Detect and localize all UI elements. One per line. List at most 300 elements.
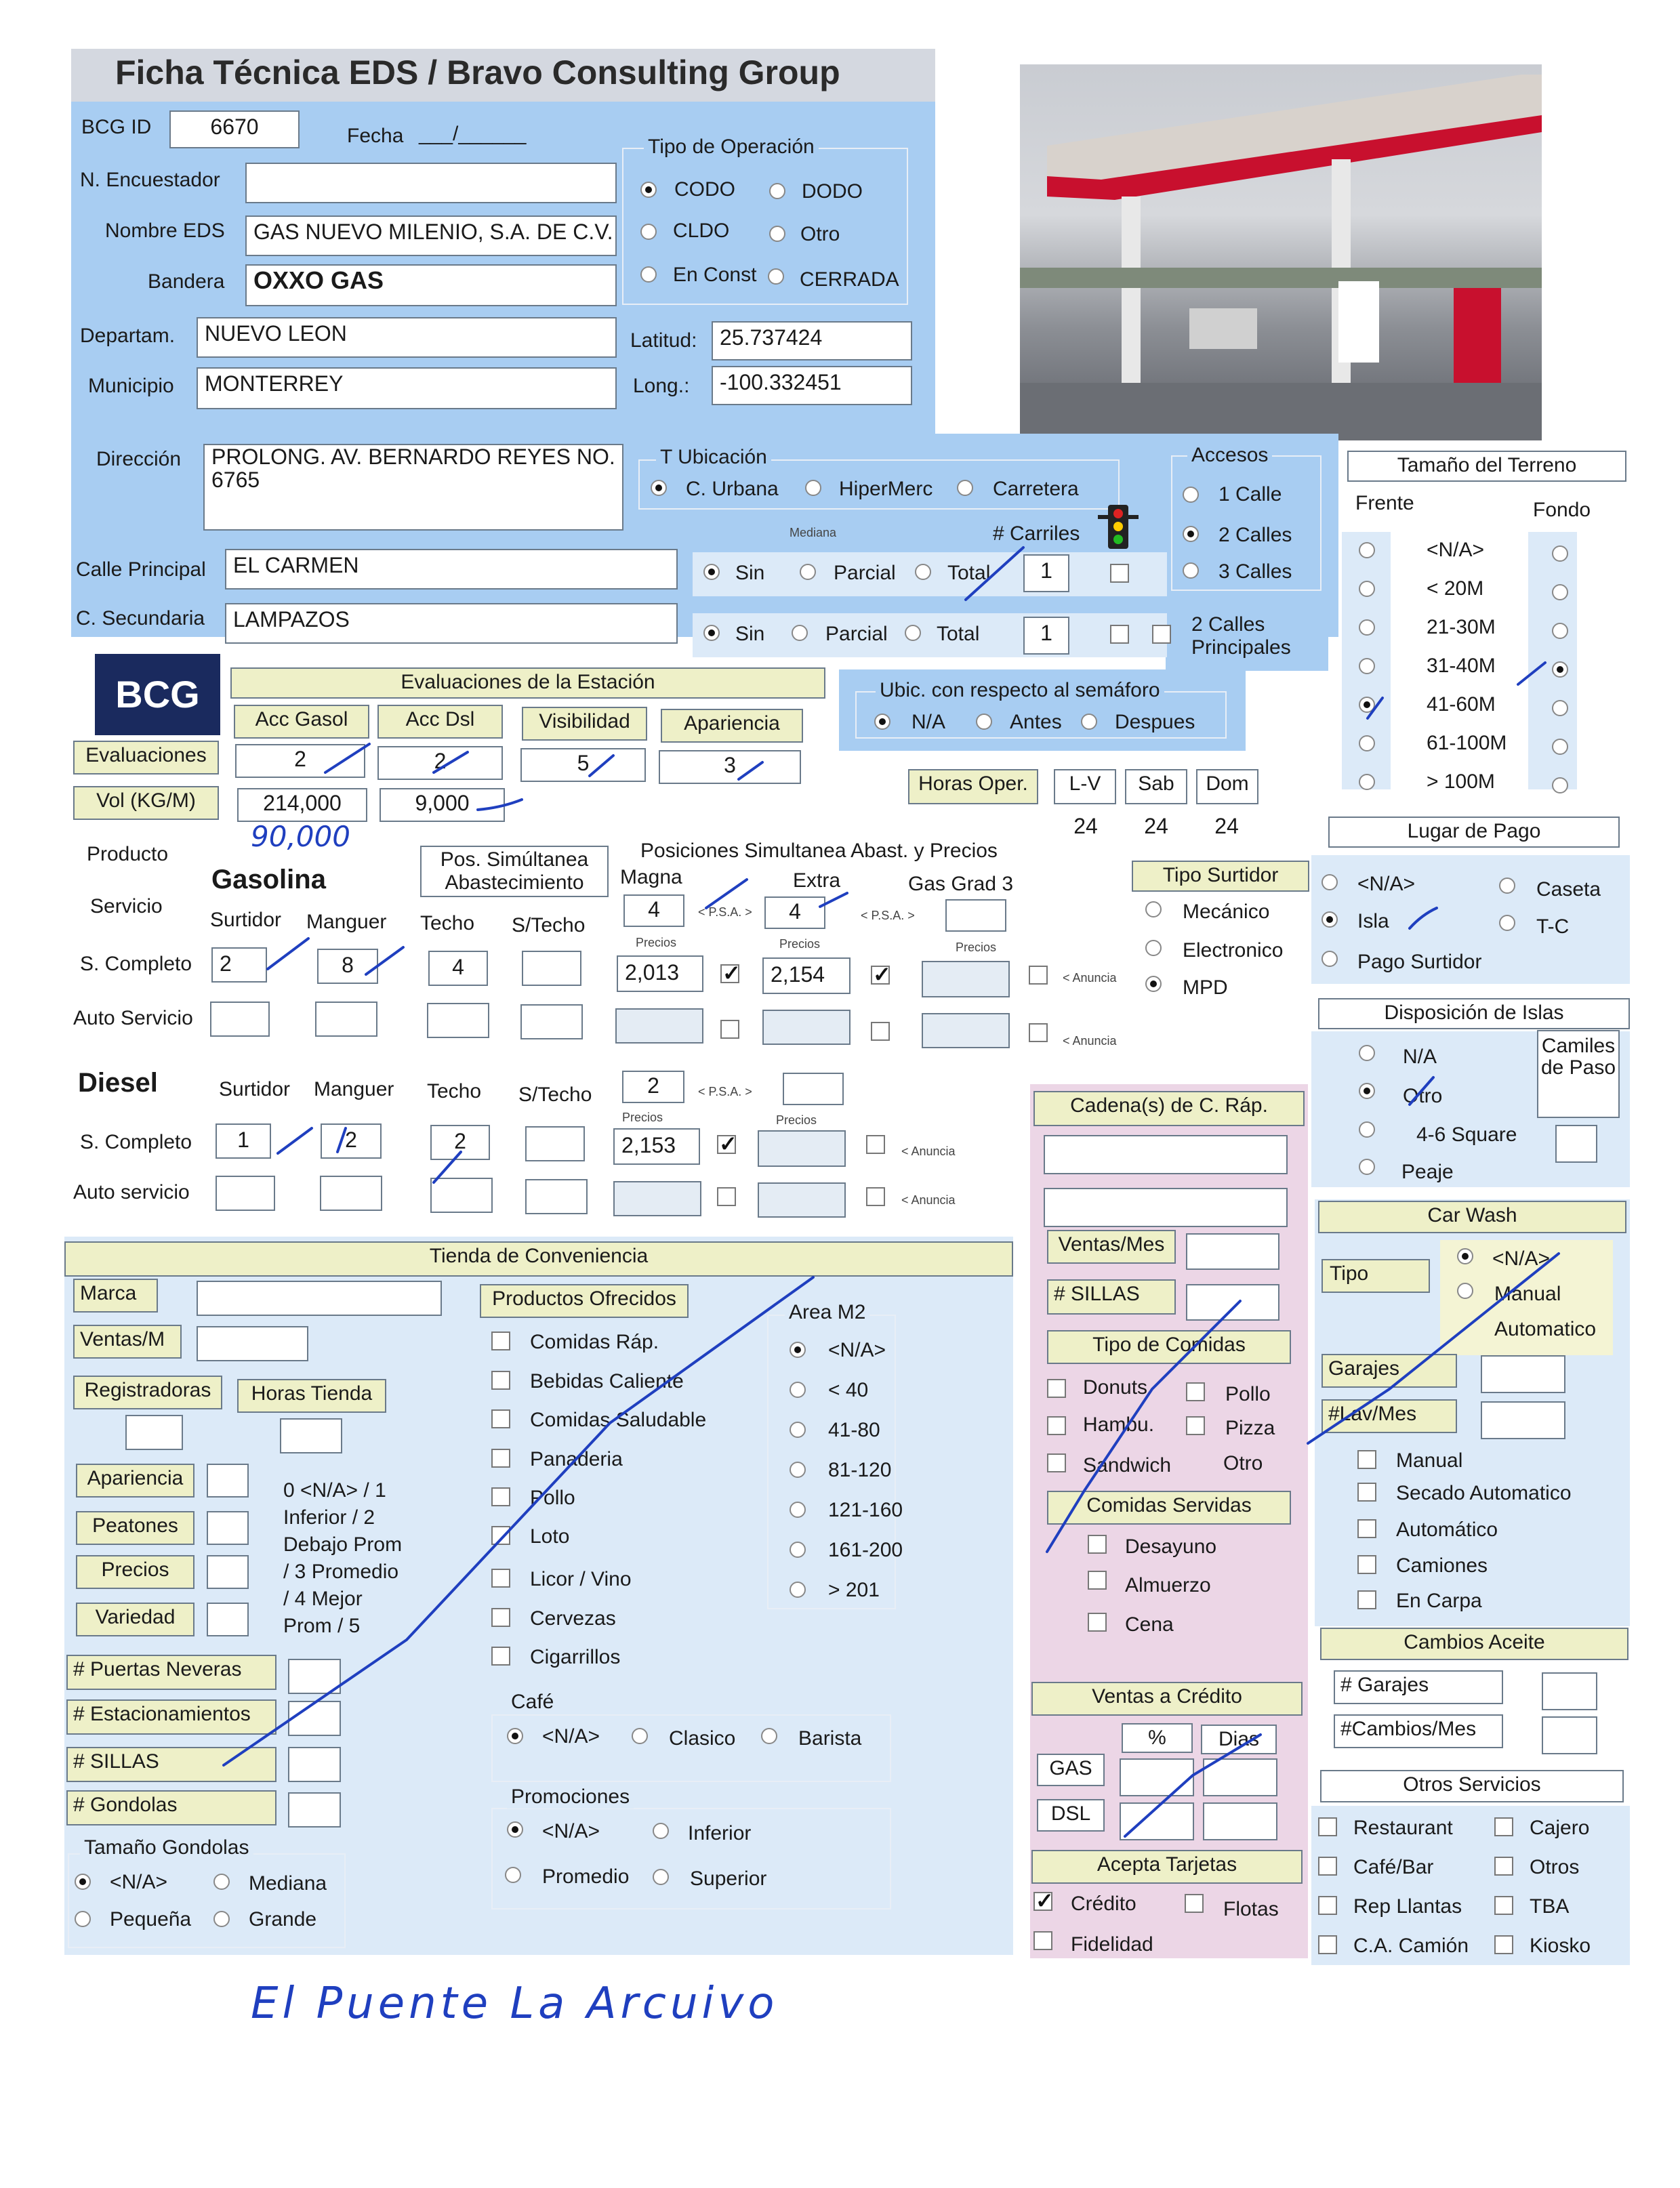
servicio-label: Servicio xyxy=(90,895,163,917)
variedad-field[interactable] xyxy=(207,1603,249,1636)
cena-check[interactable] xyxy=(1088,1613,1107,1632)
eval-visibilidad[interactable]: 5 xyxy=(520,748,646,782)
producto-check-7[interactable] xyxy=(491,1608,510,1627)
tarjeta-fidelidad-check[interactable] xyxy=(1033,1931,1052,1950)
depto-label: Departam. xyxy=(80,325,176,347)
row1-sin-radio[interactable] xyxy=(703,564,720,580)
d-s-completo-label: S. Completo xyxy=(80,1131,192,1153)
estacionamientos-field[interactable] xyxy=(288,1701,341,1736)
g-auto-extra[interactable] xyxy=(762,1010,851,1045)
d-auto-techo[interactable] xyxy=(430,1178,493,1213)
cadena-field-1[interactable] xyxy=(1044,1135,1288,1174)
g-techo-field[interactable]: 4 xyxy=(428,951,488,986)
garajes-label: Garajes xyxy=(1322,1354,1457,1388)
d-auto-check[interactable] xyxy=(717,1187,736,1206)
g-auto-techo[interactable] xyxy=(427,1003,489,1038)
urbana-label: C. Urbana xyxy=(686,478,779,500)
disp-na-radio[interactable] xyxy=(1359,1045,1375,1061)
otros-check-5[interactable] xyxy=(1494,1896,1513,1915)
pago-isla-label: Isla xyxy=(1357,910,1389,932)
g-surtidor-field[interactable]: 2 xyxy=(211,947,267,983)
disp-peaje-radio[interactable] xyxy=(1359,1159,1375,1175)
camiles-paso-label xyxy=(1537,1030,1620,1118)
gasgrad-precio-field[interactable] xyxy=(922,961,1010,997)
horas-col-lv: L-V xyxy=(1054,769,1116,804)
carwash-na-label: <N/A> xyxy=(1492,1247,1551,1270)
eval-row-label: Evaluaciones xyxy=(73,741,219,775)
dodo-radio[interactable] xyxy=(769,183,785,199)
mpd-label: MPD xyxy=(1183,976,1228,999)
d-auto-manguer[interactable] xyxy=(320,1176,382,1211)
encuestador-field[interactable] xyxy=(245,163,617,203)
accesos-title: Accesos xyxy=(1187,444,1272,467)
horas-tienda-field[interactable] xyxy=(280,1418,342,1453)
d-auto-precio-2[interactable] xyxy=(758,1182,846,1218)
carwash-check-2[interactable] xyxy=(1357,1519,1376,1538)
otros-check-1[interactable] xyxy=(1494,1817,1513,1836)
producto-check-6[interactable] xyxy=(491,1569,510,1588)
area-radio-2[interactable] xyxy=(790,1422,806,1438)
depto-field[interactable]: NUEVO LEON xyxy=(197,317,617,358)
acceso-1-radio[interactable] xyxy=(1183,487,1199,503)
otros-label-3: Otros xyxy=(1530,1856,1580,1878)
aceite-garajes-label: # Garajes xyxy=(1334,1670,1503,1704)
producto-check-8[interactable] xyxy=(491,1647,510,1666)
area-radio-4[interactable] xyxy=(790,1502,806,1518)
semaforo-na-radio[interactable] xyxy=(874,714,890,730)
cadena-sillas-field[interactable] xyxy=(1186,1284,1279,1321)
semaforo-na-label: N/A xyxy=(911,711,946,733)
magna-head: Magna xyxy=(620,866,682,888)
tarjeta-flotas-label: Flotas xyxy=(1223,1898,1279,1920)
otros-label-5: TBA xyxy=(1530,1895,1570,1918)
d-anuncia-check-2[interactable] xyxy=(866,1135,885,1154)
cafe-clasico-radio[interactable] xyxy=(632,1728,648,1744)
pago-tc-radio[interactable] xyxy=(1499,915,1515,931)
producto-label-7: Cervezas xyxy=(530,1607,616,1630)
credito-dsl-pct[interactable] xyxy=(1120,1802,1194,1840)
tam-pequena-radio[interactable] xyxy=(75,1911,91,1927)
tipo-comidas-title: Tipo de Comidas xyxy=(1047,1330,1291,1364)
area-label-5: 161-200 xyxy=(828,1539,903,1561)
nombre-field[interactable]: GAS NUEVO MILENIO, S.A. DE C.V. xyxy=(245,215,617,256)
area-label-3: 81-120 xyxy=(828,1459,892,1481)
terreno-size-label-3: 31-40M xyxy=(1427,655,1496,677)
electronico-label: Electronico xyxy=(1183,939,1284,962)
fondo-radio-1[interactable] xyxy=(1552,584,1568,600)
pago-caseta-radio[interactable] xyxy=(1499,878,1515,894)
row2-total-radio[interactable] xyxy=(905,625,921,641)
credito-gas-pct[interactable] xyxy=(1120,1758,1194,1796)
d-techo-head: Techo xyxy=(427,1080,482,1102)
pago-isla-radio[interactable] xyxy=(1322,911,1338,928)
semaforo-antes-radio[interactable] xyxy=(976,714,992,730)
carwash-check-label-1: Secado Automatico xyxy=(1396,1482,1572,1504)
pos-simult-head xyxy=(420,846,609,897)
aceite-garajes-field[interactable] xyxy=(1542,1672,1597,1710)
long-field[interactable]: -100.332451 xyxy=(712,366,912,405)
fondo-radio-0[interactable] xyxy=(1552,545,1568,562)
calle-principal-label: Calle Principal xyxy=(76,558,206,581)
horas-sab[interactable]: 24 xyxy=(1126,812,1186,846)
promo-inferior-radio[interactable] xyxy=(653,1823,669,1839)
tarjeta-flotas-check[interactable] xyxy=(1185,1894,1204,1913)
vol-gasol[interactable]: 214,000 xyxy=(237,788,367,822)
bcg-logo xyxy=(95,654,220,735)
row1-parcial-radio[interactable] xyxy=(800,564,816,580)
g-auto-servicio-label: Auto Servicio xyxy=(73,1007,193,1029)
pago-tc-label: T-C xyxy=(1536,915,1570,938)
bandera-field[interactable]: OXXO GAS xyxy=(245,264,617,306)
area-radio-0[interactable] xyxy=(790,1342,806,1358)
tam-na-radio[interactable] xyxy=(75,1874,91,1890)
carwash-automatico-label: Automatico xyxy=(1494,1318,1597,1340)
cadena-sillas-label: # SILLAS xyxy=(1047,1279,1176,1315)
g-manguer-head: Manguer xyxy=(306,911,387,933)
g-auto-stecho[interactable] xyxy=(520,1004,583,1039)
almuerzo-label: Almuerzo xyxy=(1125,1574,1211,1596)
garajes-field[interactable] xyxy=(1481,1355,1565,1393)
gasgrad-anuncia-check[interactable] xyxy=(1029,966,1048,985)
extra-psa-label: < P.S.A. > xyxy=(861,909,915,922)
extra-psa-field[interactable]: 4 xyxy=(764,896,825,929)
credito-dsl-label: DSL xyxy=(1037,1799,1105,1832)
magna-precios-label: Precios xyxy=(636,936,677,949)
area-label-1: < 40 xyxy=(828,1379,869,1401)
frente-radio-1[interactable] xyxy=(1359,581,1375,597)
eval-col-apariencia: Apariencia xyxy=(661,709,803,743)
pos-simult-text: Pos. Simúltanea Abastecimiento xyxy=(440,848,589,894)
row2-parcial-label: Parcial xyxy=(825,623,888,645)
d-precio-field[interactable]: 2,153 xyxy=(613,1128,700,1165)
apariencia-field[interactable] xyxy=(207,1464,249,1498)
g-auto-gasgrad-check[interactable] xyxy=(1029,1023,1048,1042)
lugar-pago-title: Lugar de Pago xyxy=(1328,817,1620,848)
tam-pequena-label: Pequeña xyxy=(110,1908,192,1931)
aceite-cambios-label: #Cambios/Mes xyxy=(1334,1714,1503,1748)
promo-title: Promociones xyxy=(507,1786,634,1809)
area-radio-3[interactable] xyxy=(790,1462,806,1478)
d-psa-extra[interactable] xyxy=(783,1073,844,1105)
gondolas-label: # Gondolas xyxy=(66,1790,276,1825)
frente-radio-0[interactable] xyxy=(1359,542,1375,558)
camiles-paso-field[interactable] xyxy=(1555,1125,1597,1163)
carwash-na-radio[interactable] xyxy=(1457,1248,1473,1264)
row2-check-a[interactable] xyxy=(1110,625,1129,644)
row1-check[interactable] xyxy=(1110,564,1129,583)
hambu-check[interactable] xyxy=(1047,1416,1066,1435)
sillas-field[interactable] xyxy=(288,1747,341,1782)
horas-col-sab: Sab xyxy=(1125,769,1187,804)
carwash-check-0[interactable] xyxy=(1357,1450,1376,1469)
precios-field[interactable] xyxy=(207,1555,249,1589)
carwash-title: Car Wash xyxy=(1318,1201,1626,1233)
tam-mediana-radio[interactable] xyxy=(213,1874,230,1890)
tipo-operacion-title: Tipo de Operación xyxy=(644,136,819,159)
producto-check-3[interactable] xyxy=(491,1449,510,1468)
credito-dsl-dias[interactable] xyxy=(1203,1802,1277,1840)
d-precios-label-2: Precios xyxy=(776,1113,817,1127)
vol-row-label: Vol (KG/M) xyxy=(73,786,219,820)
desayuno-label: Desayuno xyxy=(1125,1535,1217,1558)
credito-gas-dias[interactable] xyxy=(1203,1758,1277,1796)
lat-field[interactable]: 25.737424 xyxy=(712,321,912,360)
electronico-radio[interactable] xyxy=(1145,940,1162,956)
marca-field[interactable] xyxy=(197,1281,442,1316)
cldo-radio[interactable] xyxy=(640,224,657,240)
otros-check-2[interactable] xyxy=(1318,1857,1337,1876)
d-psa-field[interactable]: 2 xyxy=(622,1071,684,1103)
g-auto-extra-check[interactable] xyxy=(871,1022,890,1041)
escala-5: / 4 Mejor xyxy=(283,1588,363,1610)
calle-principal-field[interactable]: EL CARMEN xyxy=(225,549,678,590)
ventas-field[interactable] xyxy=(197,1326,308,1361)
fondo-radio-6[interactable] xyxy=(1552,777,1568,793)
registradoras-field[interactable] xyxy=(125,1415,183,1450)
municipio-field[interactable]: MONTERREY xyxy=(197,367,617,409)
magna-anuncia-check[interactable] xyxy=(720,964,739,983)
gondolas-field[interactable] xyxy=(288,1792,341,1828)
area-label-2: 41-80 xyxy=(828,1419,880,1441)
eval-apariencia[interactable]: 3 xyxy=(659,750,801,784)
frente-radio-2[interactable] xyxy=(1359,619,1375,636)
carwash-manual-label: Manual xyxy=(1494,1283,1561,1305)
aceite-cambios-field[interactable] xyxy=(1542,1716,1597,1754)
producto-check-0[interactable] xyxy=(491,1332,510,1350)
pizza-label: Pizza xyxy=(1225,1417,1275,1439)
lavmes-field[interactable] xyxy=(1481,1401,1565,1439)
long-label: Long.: xyxy=(633,375,690,397)
sandwich-check[interactable] xyxy=(1047,1453,1066,1472)
producto-check-1[interactable] xyxy=(491,1371,510,1390)
g-manguer-field[interactable]: 8 xyxy=(317,949,378,984)
gasgrad-precios-label: Precios xyxy=(956,941,997,954)
g-techo-head: Techo xyxy=(420,912,475,934)
desayuno-check[interactable] xyxy=(1088,1535,1107,1554)
cadena-ventas-field[interactable] xyxy=(1186,1233,1279,1270)
dodo-label: DODO xyxy=(802,180,863,203)
disp-square-radio[interactable] xyxy=(1359,1121,1375,1138)
promo-inferior-label: Inferior xyxy=(688,1822,752,1844)
otros-label-4: Rep Llantas xyxy=(1353,1895,1462,1918)
terreno-size-label-4: 41-60M xyxy=(1427,693,1496,716)
frente-radio-3[interactable] xyxy=(1359,658,1375,674)
frente-radio-4[interactable] xyxy=(1359,697,1375,713)
codo-radio[interactable] xyxy=(640,182,657,198)
otro-radio[interactable] xyxy=(769,226,785,242)
horas-lv[interactable]: 24 xyxy=(1056,812,1115,846)
d-techo-field[interactable]: 2 xyxy=(430,1125,490,1160)
area-label-4: 121-160 xyxy=(828,1499,903,1521)
bcg-id-field[interactable]: 6670 xyxy=(169,110,300,148)
pago-surtidor-radio[interactable] xyxy=(1322,951,1338,967)
fondo-radio-3[interactable] xyxy=(1552,661,1568,678)
horas-dom[interactable]: 24 xyxy=(1197,812,1256,846)
fecha-value[interactable]: ___/______ xyxy=(419,123,527,145)
frente-radio-6[interactable] xyxy=(1359,774,1375,790)
producto-label-5: Loto xyxy=(530,1525,570,1548)
tam-na-label: <N/A> xyxy=(110,1871,168,1893)
row2-sin-label: Sin xyxy=(735,623,765,645)
otros-label-6: C.A. Camión xyxy=(1353,1935,1469,1957)
mecanico-radio[interactable] xyxy=(1145,901,1162,917)
area-radio-6[interactable] xyxy=(790,1582,806,1598)
peatones-field[interactable] xyxy=(207,1511,249,1545)
bcg-logo-text: BCG xyxy=(115,673,200,716)
eval-acc-gasol[interactable]: 2 xyxy=(235,744,365,778)
cafe-barista-radio[interactable] xyxy=(761,1728,777,1744)
row2-check-b[interactable] xyxy=(1152,625,1171,644)
area-radio-1[interactable] xyxy=(790,1382,806,1398)
area-radio-5[interactable] xyxy=(790,1542,806,1558)
producto-check-4[interactable] xyxy=(491,1487,510,1506)
escala-legend xyxy=(283,1477,402,1640)
ubicacion-title: T Ubicación xyxy=(656,446,771,469)
otros-label-7: Kiosko xyxy=(1530,1935,1591,1957)
acceso-1-label: 1 Calle xyxy=(1218,483,1282,505)
bcg-id-label: BCG ID xyxy=(81,116,152,138)
otros-check-3[interactable] xyxy=(1494,1857,1513,1876)
d-auto-surtidor[interactable] xyxy=(216,1176,275,1211)
direccion-line2: 6765 xyxy=(211,468,260,492)
pago-na-radio[interactable] xyxy=(1322,874,1338,890)
cafe-clasico-label: Clasico xyxy=(669,1727,736,1750)
extra-anuncia-check[interactable] xyxy=(871,966,890,985)
escala-4: / 3 Promedio xyxy=(283,1561,399,1583)
frente-label: Frente xyxy=(1355,492,1414,514)
en-const-radio[interactable] xyxy=(640,266,657,283)
g-auto-manguer[interactable] xyxy=(315,1002,377,1037)
almuerzo-check[interactable] xyxy=(1088,1571,1107,1590)
aceite-title: Cambios Aceite xyxy=(1320,1628,1628,1660)
direccion-field[interactable] xyxy=(203,444,623,531)
row1-sin-label: Sin xyxy=(735,562,765,584)
semaforo-despues-label: Despues xyxy=(1115,711,1195,733)
cerrada-label: CERRADA xyxy=(800,268,899,291)
producto-check-2[interactable] xyxy=(491,1409,510,1428)
pollo-label: Pollo xyxy=(1225,1383,1271,1405)
area-title: Area M2 xyxy=(785,1301,869,1324)
cadena-title: Cadena(s) de C. Ráp. xyxy=(1033,1091,1305,1126)
vol-dsl[interactable]: 9,000 xyxy=(380,788,505,822)
otros-check-0[interactable] xyxy=(1318,1817,1337,1836)
row2-sin-radio[interactable] xyxy=(703,625,720,641)
magna-precio-field[interactable]: 2,013 xyxy=(617,955,703,992)
gasgrad-anuncia-label: < Anuncia xyxy=(1063,971,1117,985)
tam-grande-radio[interactable] xyxy=(213,1911,230,1927)
promo-superior-radio[interactable] xyxy=(653,1869,669,1885)
carwash-check-3[interactable] xyxy=(1357,1555,1376,1574)
d-auto-precio[interactable] xyxy=(613,1181,701,1216)
registradoras-label: Registradoras xyxy=(73,1376,222,1409)
d-manguer-field[interactable]: 2 xyxy=(321,1123,382,1159)
fondo-label: Fondo xyxy=(1533,499,1591,521)
promo-na-radio[interactable] xyxy=(507,1821,523,1838)
acceso-3-radio[interactable] xyxy=(1183,562,1199,579)
disp-otro-radio[interactable] xyxy=(1359,1083,1375,1099)
extra-precio-field[interactable]: 2,154 xyxy=(762,957,851,994)
row1-carriles-field[interactable]: 1 xyxy=(1023,554,1069,592)
magna-psa-field[interactable]: 4 xyxy=(623,894,684,927)
promo-promedio-radio[interactable] xyxy=(505,1867,521,1883)
promo-superior-label: Superior xyxy=(690,1867,767,1890)
fondo-radio-5[interactable] xyxy=(1552,739,1568,755)
credito-title: Ventas a Crédito xyxy=(1031,1682,1303,1716)
tam-gondolas-group xyxy=(68,1853,346,1948)
gas-station-illustration xyxy=(1020,64,1542,440)
otros-check-7[interactable] xyxy=(1494,1935,1513,1954)
eval-acc-dsl[interactable]: 2 xyxy=(377,746,503,780)
donuts-check[interactable] xyxy=(1047,1379,1066,1398)
d-surtidor-field[interactable]: 1 xyxy=(216,1123,271,1159)
producto-label-2: Comidas Saludable xyxy=(530,1409,707,1431)
g-stecho-field[interactable] xyxy=(522,951,581,986)
d-precio-2[interactable] xyxy=(758,1130,846,1167)
pago-caseta-label: Caseta xyxy=(1536,878,1601,901)
hipermerc-radio[interactable] xyxy=(805,480,821,496)
acceso-3-label: 3 Calles xyxy=(1218,560,1292,583)
escala-6: Prom / 5 xyxy=(283,1615,361,1637)
carwash-check-1[interactable] xyxy=(1357,1483,1376,1502)
row2-parcial-radio[interactable] xyxy=(792,625,808,641)
calle-secundaria-field[interactable]: LAMPAZOS xyxy=(225,603,678,644)
carwash-check-4[interactable] xyxy=(1357,1590,1376,1609)
row1-total-radio[interactable] xyxy=(915,564,931,580)
cafe-na-radio[interactable] xyxy=(507,1728,523,1744)
producto-label-4: Pollo xyxy=(530,1487,575,1509)
producto-check-5[interactable] xyxy=(491,1526,510,1545)
gasgrad-psa-field[interactable] xyxy=(945,899,1006,932)
fondo-radio-4[interactable] xyxy=(1552,700,1568,716)
d-stecho-field[interactable] xyxy=(525,1126,585,1161)
g-auto-surtidor[interactable] xyxy=(210,1002,270,1037)
disp-peaje-label: Peaje xyxy=(1401,1161,1454,1183)
otro-comida-label: Otro xyxy=(1223,1452,1263,1474)
g-auto-magna[interactable] xyxy=(615,1008,703,1044)
g-auto-magna-check[interactable] xyxy=(720,1020,739,1039)
d-anuncia-check[interactable] xyxy=(717,1135,736,1154)
horas-col-dom: Dom xyxy=(1196,769,1258,804)
acceso-2-radio[interactable] xyxy=(1183,526,1199,542)
semaforo-despues-radio[interactable] xyxy=(1081,714,1097,730)
g-s-completo-label: S. Completo xyxy=(80,953,192,975)
pizza-check[interactable] xyxy=(1186,1416,1205,1435)
urbana-radio[interactable] xyxy=(651,480,667,496)
diesel-label: Diesel xyxy=(78,1068,158,1098)
mpd-radio[interactable] xyxy=(1145,976,1162,992)
variedad-label: Variedad xyxy=(76,1603,194,1636)
tarjeta-credito-check[interactable] xyxy=(1033,1892,1052,1911)
frente-radio-5[interactable] xyxy=(1359,735,1375,751)
disposicion-title: Disposición de Islas xyxy=(1318,998,1630,1029)
d-psa-label: < P.S.A. > xyxy=(698,1085,752,1098)
estacionamientos-label: # Estacionamientos xyxy=(66,1699,276,1735)
d-auto-stecho[interactable] xyxy=(525,1179,588,1214)
fondo-radio-2[interactable] xyxy=(1552,623,1568,639)
cerrada-radio[interactable] xyxy=(768,268,784,285)
carretera-radio[interactable] xyxy=(957,480,973,496)
pollo-check[interactable] xyxy=(1186,1382,1205,1401)
otros-check-4[interactable] xyxy=(1318,1896,1337,1915)
puertas-field[interactable] xyxy=(288,1659,341,1694)
cadena-field-2[interactable] xyxy=(1044,1188,1288,1227)
puertas-label: # Puertas Neveras xyxy=(66,1655,276,1690)
row2-carriles-field[interactable]: 1 xyxy=(1023,617,1069,655)
carwash-manual-radio[interactable] xyxy=(1457,1283,1473,1299)
g-auto-gasgrad[interactable] xyxy=(922,1013,1010,1048)
d-auto-check-2[interactable] xyxy=(866,1187,885,1206)
otros-check-6[interactable] xyxy=(1318,1935,1337,1954)
